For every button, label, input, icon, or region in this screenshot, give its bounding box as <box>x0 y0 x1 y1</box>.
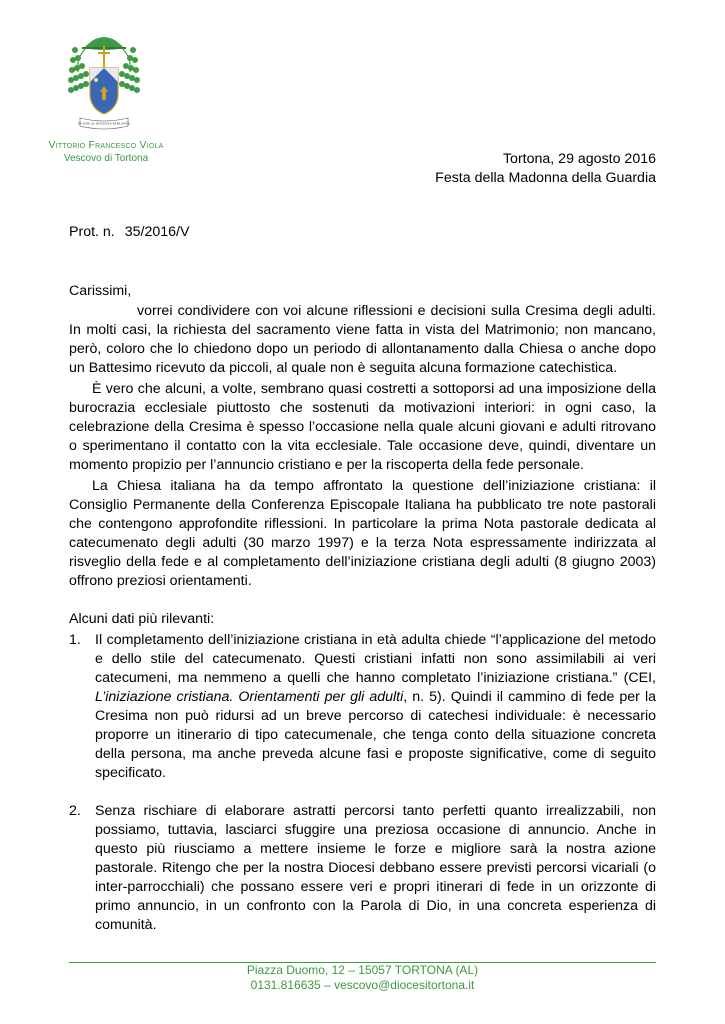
footer-contact: 0131.816635 – vescovo@diocesitortona.it <box>250 978 475 992</box>
feast-line: Festa della Madonna della Guardia <box>435 170 656 186</box>
footer-address: Piazza Duomo, 12 – 15057 TORTONA (AL) <box>246 963 479 977</box>
letter-body <box>69 282 656 935</box>
paragraph-3: La Chiesa italiana ha da tempo affrontato la questione dell’iniziazione cristiana: il Consiglio Permanente della Conferenza Episcopale Italiana ha pubblicato tre note pastorali che contengono approfondite riflessioni. In particolare la prima Nota pastorale dedicata al catecumenato degli adulti (30 marzo 1997) e la terza Nota espressamente indirizzata al risveglio della fede e al completamento dell’iniziazione cristiana degli adulti (8 giugno 2003) offrono preziosi orientamenti. <box>69 478 656 589</box>
paragraph-2: È vero che alcuni, a volte, sembrano quasi costretti a sottoporsi ad una imposizione della burocrazia ecclesiale piuttosto che sostenuti da motivazioni interiori: in ogni caso, la celebrazione della Cresima è spesso l’occasione nella quale alcuni giovani e adulti ritrovano o sperimentano il contatto con la vita ecclesiale. Tale occasione deve, quindi, diventare un momento propizio per l’annuncio cristiano e per la riscoperta della fede personale. <box>69 381 656 473</box>
sender-block <box>42 138 170 166</box>
item-citation-title: L’iniziazione cristiana. Orientamenti per gli adulti <box>95 689 404 705</box>
dati-heading: Alcuni dati più rilevanti: <box>69 611 215 627</box>
numbered-list <box>69 631 656 935</box>
item-text-continued: , n. 5). Quindi il cammino di fede per la Cresima non può ridursi ad un breve percorso di catechesi individuale: è necessario proporre un itinerario di tipo catecumenale, che tenga conto della situazione concreta della persona, ma anche preveda alcune fasi e proposte significative, come di seguito specificato. <box>95 689 656 781</box>
protocol-value: 35/2016/V <box>124 224 190 240</box>
item-text: Il completamento dell’iniziazione cristiana in età adulta chiede “l’applicazione del metodo e dello stile del catecumenato. Questi cristiani infatti non sono assimilabili ai veri catecumeni, ma nemmeno a quelli che hanno completato l’iniziazione cristiana.” (CEI, <box>95 632 656 686</box>
date-block <box>435 150 656 188</box>
protocol-number <box>69 224 189 240</box>
protocol-label: Prot. n. <box>69 224 115 240</box>
paragraph-1: vorrei condividere con voi alcune riflessioni e decisioni sulla Cresima degli adulti. In molti casi, la richiesta del sacramento viene fatta in vista del Matrimonio; non mancano, però, coloro che lo chiedono dopo un periodo di allontanamento dalla Chiesa o anche dopo un Battesimo ricevuto da piccoli, al quale non è seguita alcuna formazione catechistica. <box>69 303 656 376</box>
list-item <box>69 802 656 935</box>
sender-name: Vittorio Francesco Viola <box>48 139 164 151</box>
item-text: Senza rischiare di elaborare astratti percorsi tanto perfetti quanto irrealizzabili, non possiamo, tuttavia, lasciarci sfuggire una preziosa occasione di annuncio. Anche in questo più riusciamo a mettere insieme le forze e migliore sarà la nostra azione pastorale. Ritengo che per la nostra Diocesi debbano essere previsti percorsi vicariali (o inter-parrocchiali) che possano essere veri e propri itinerari di fede in un orizzonte di primo annuncio, in un confronto con la Parola di Dio, in una concreta esperienza di comunità. <box>95 803 656 933</box>
list-marker: 2. <box>69 803 81 819</box>
list-item <box>69 631 656 783</box>
motto-text: IN SIDE AL DOCENTE PARLANTE <box>78 121 130 126</box>
list-marker: 1. <box>69 632 81 648</box>
footer <box>69 963 656 993</box>
episcopal-coat-of-arms <box>68 28 140 140</box>
sender-title: Vescovo di Tortona <box>63 153 149 164</box>
date-line: Tortona, 29 agosto 2016 <box>502 151 656 167</box>
greeting: Carissimi, <box>69 283 132 299</box>
